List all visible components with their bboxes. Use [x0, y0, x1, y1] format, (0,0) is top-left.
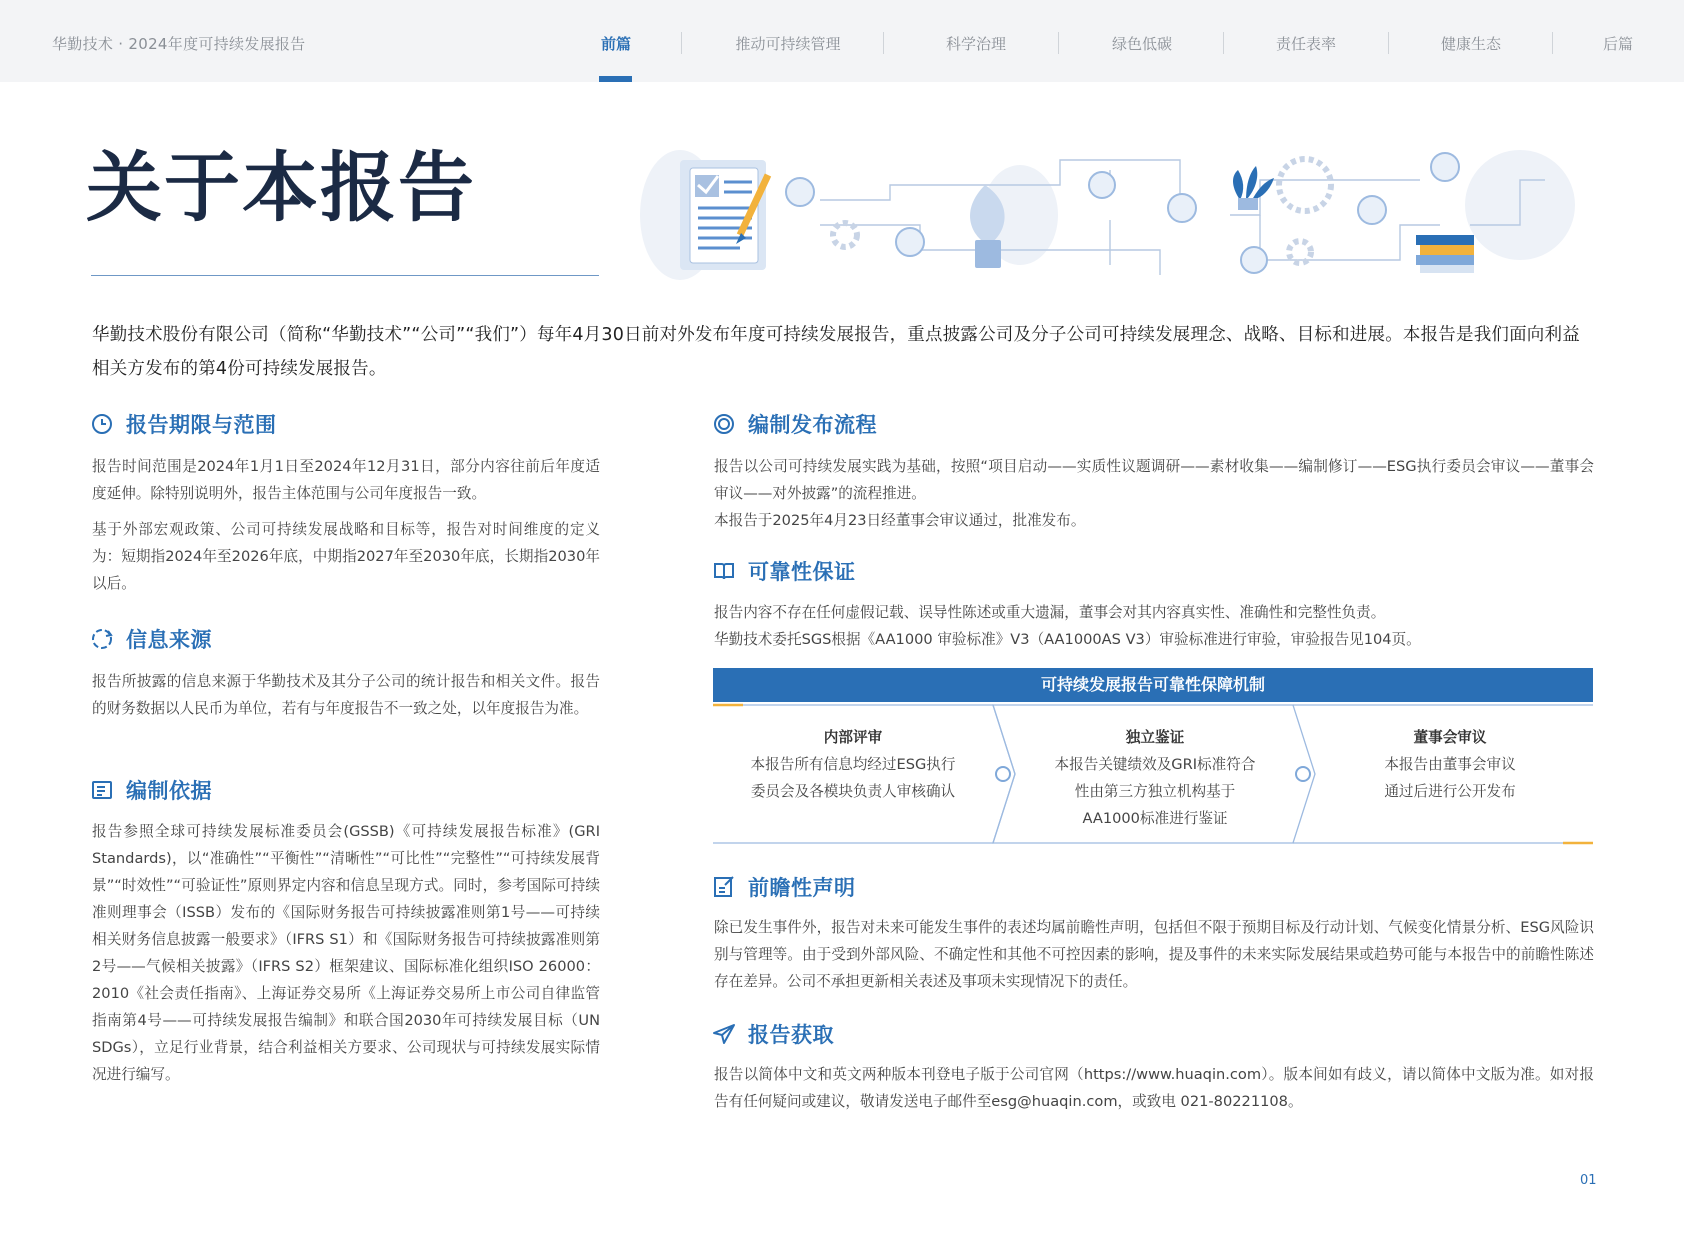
column-line: 性由第三方独立机构基于 — [1074, 783, 1236, 800]
reliability-table-title: 可持续发展报告可靠性保障机制 — [713, 668, 1593, 702]
book-icon — [712, 559, 736, 583]
section-header-period — [90, 409, 277, 439]
chapter-nav — [580, 0, 1684, 82]
period-paragraph-1: 报告时间范围是2024年1月1日至2024年12月31日，部分内容往前后年度适度延伸。除特别说明外，报告主体范围与公司年度报告一致。 — [92, 458, 600, 502]
edit-note-icon — [712, 875, 736, 899]
column-line: 本报告所有信息均经过ESG执行 — [750, 756, 956, 773]
nav-item-governance[interactable]: 科学治理 — [945, 35, 1007, 53]
reliability-paragraph-2: 华勤技术委托SGS根据《AA1000 审验标准》V3（AA1000AS V3）审验标准进行审验，审验报告见104页。 — [714, 631, 1421, 648]
section-header-reliability — [712, 556, 856, 586]
section-header-forward — [712, 872, 856, 902]
nav-item-green-low-carbon[interactable]: 绿色低碳 — [1111, 35, 1173, 53]
section-header-access — [712, 1019, 834, 1049]
source-paragraph: 报告所披露的信息来源于华勤技术及其分子公司的统计报告和相关文件。报告的财务数据以人民币为单位，若有与年度报告不一致之处，以年度报告为准。 — [92, 673, 600, 717]
forward-paragraph: 除已发生事件外，报告对未来可能发生事件的表述均属前瞻性声明，包括但不限于预期目标及行动计划、气候变化情景分析、ESG风险识别与管理等。由于受到外部风险、不确定性和其他不可控因素的影响，提及事件的未来实际发展结果或趋势可能与本报告中的前瞻性陈述存在差异。公司不承担更新相关表述及事项未实现情况下的责任。 — [714, 919, 1594, 990]
nav-item-sustainability-management[interactable]: 推动可持续管理 — [735, 35, 841, 53]
column-line: AA1000标准进行鉴证 — [1082, 810, 1228, 827]
section-title-source: 信息来源 — [126, 628, 212, 652]
document-list-icon — [90, 778, 114, 802]
nav-item-postscript[interactable]: 后篇 — [1602, 35, 1634, 53]
section-title-period: 报告期限与范围 — [126, 413, 277, 437]
nav-divider — [883, 32, 884, 54]
target-icon — [712, 412, 736, 436]
nav-item-healthy-ecosystem[interactable]: 健康生态 — [1440, 35, 1502, 53]
section-title-reliability: 可靠性保证 — [748, 560, 856, 584]
page-title: 关于本报告 — [86, 143, 476, 232]
section-header-source — [90, 624, 212, 654]
section-header-basis — [90, 775, 212, 805]
process-paragraph-1: 报告以公司可持续发展实践为基础，按照“项目启动——实质性议题调研——素材收集——编制修订——ESG执行委员会审议——董事会审议——对外披露”的流程推进。 — [714, 458, 1594, 502]
clock-icon — [90, 412, 114, 436]
page-number: 01 — [1580, 1173, 1597, 1188]
section-title-forward: 前瞻性声明 — [748, 876, 856, 900]
refresh-cycle-icon — [90, 627, 114, 651]
nav-divider — [1388, 32, 1389, 54]
reliability-column-board — [1310, 724, 1590, 805]
report-brand-title: 华勤技术 · 2024年度可持续发展报告 — [52, 35, 306, 53]
top-navigation-bar — [0, 0, 1684, 82]
reliability-column-independent — [1005, 724, 1305, 832]
column-line: 委员会及各模块负责人审核确认 — [750, 783, 956, 800]
section-header-process — [712, 409, 877, 439]
nav-divider — [1058, 32, 1059, 54]
column-line: 本报告由董事会审议 — [1384, 756, 1516, 773]
nav-divider — [1552, 32, 1553, 54]
basis-paragraph: 报告参照全球可持续发展标准委员会(GSSB)《可持续发展报告标准》(GRI Standards)，以“准确性”“平衡性”“清晰性”“可比性”“完整性”“可持续发展背景”“时效性”“可验证性”原则界定内容和信息呈现方式。同时，参考国际可持续准则理事会（ISSB）发布的《国际财务报告可持续披露准则第1号——可持续相关财务信息披露一般要求》（IFRS S1）和《国际财务报告可持续披露准则第2号——气候相关披露》（IFRS S2）框架建议、国际标准化组织ISO 26000：2010《社会责任指南》、上海证券交易所《上海证券交易所上市公司自律监管指南第4号——可持续发展报告编制》和联合国2030年可持续发展目标（UN SDGs），立足行业背景，结合利益相关方要求、公司现状与可持续发展实际情况进行编写。 — [92, 823, 600, 1083]
process-paragraph-2: 本报告于2025年4月23日经董事会审议通过，批准发布。 — [714, 512, 1086, 529]
title-divider — [91, 275, 599, 276]
column-line: 通过后进行公开发布 — [1384, 783, 1516, 800]
hero-illustration — [640, 140, 1600, 295]
access-paragraph: 报告以简体中文和英文两种版本刊登电子版于公司官网（https://www.huaqin.com）。版本间如有歧义，请以简体中文版为准。如对报告有任何疑问或建议，敬请发送电子邮件至esg@huaqin.com，或致电 021-80221108。 — [714, 1066, 1594, 1110]
column-title: 内部评审 — [823, 729, 883, 746]
nav-active-indicator — [599, 76, 632, 82]
period-paragraph-2: 基于外部宏观政策、公司可持续发展战略和目标等，报告对时间维度的定义为：短期指2024年至2026年底，中期指2027年至2030年底，长期指2030年以后。 — [92, 521, 600, 592]
nav-item-responsibility[interactable]: 责任表率 — [1275, 35, 1337, 53]
paper-plane-icon — [712, 1022, 736, 1046]
reliability-paragraph-1: 报告内容不存在任何虚假记载、误导性陈述或重大遗漏，董事会对其内容真实性、准确性和完整性负责。 — [714, 604, 1386, 621]
nav-item-preface[interactable]: 前篇 — [600, 35, 632, 53]
section-title-process: 编制发布流程 — [748, 413, 877, 437]
column-title: 董事会审议 — [1413, 729, 1487, 746]
column-line: 本报告关键绩效及GRI标准符合 — [1054, 756, 1256, 773]
reliability-column-internal — [713, 724, 993, 805]
column-title: 独立鉴证 — [1125, 729, 1185, 746]
nav-divider — [1223, 32, 1224, 54]
intro-paragraph: 华勤技术股份有限公司（简称“华勤技术”“公司”“我们”）每年4月30日前对外发布年度可持续发展报告，重点披露公司及分子公司可持续发展理念、战略、目标和进展。本报告是我们面向利益相关方发布的第4份可持续发展报告。 — [92, 325, 1580, 379]
nav-divider — [681, 32, 682, 54]
section-title-access: 报告获取 — [748, 1023, 834, 1047]
section-title-basis: 编制依据 — [126, 779, 212, 803]
